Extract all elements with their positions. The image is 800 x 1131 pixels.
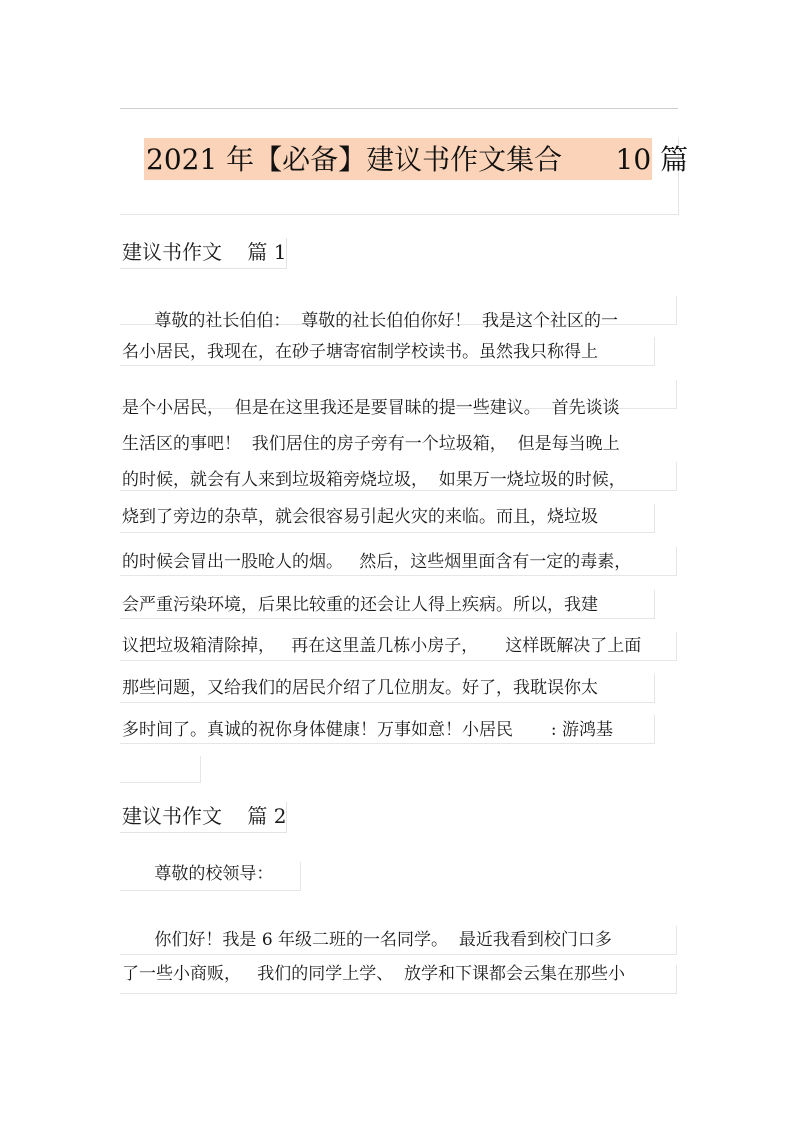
section-heading-1: 建议书作文 篇 1 <box>122 240 287 264</box>
paragraph-line: 了一些小商贩， 我们的同学上学、 放学和下课都会云集在那些小 <box>122 964 626 984</box>
paragraph-line: 那些问题，又给我们的居民介绍了几位朋友。好了，我耽误你太 <box>122 678 598 698</box>
paragraph-line: 烧到了旁边的杂草，就会很容易引起火灾的来临。而且，烧垃圾 <box>122 507 598 527</box>
paragraph-line: 名小居民，我现在，在砂子塘寄宿制学校读书。虽然我只称得上 <box>122 342 598 362</box>
paragraph-line: 尊敬的校领导： <box>122 864 274 884</box>
paragraph-line: 的时候，就会有人来到垃圾箱旁烧垃圾， 如果万一烧垃圾的时候， <box>122 470 626 490</box>
empty-line-frame <box>120 756 201 783</box>
paragraph-line: 你们好！我是 6 年级二班的一名同学。 最近我看到校门口多 <box>122 930 612 950</box>
paragraph-line: 是个小居民， 但是在这里我还是要冒昧的提一些建议。 首先谈谈 <box>122 398 620 418</box>
paragraph-line: 的时候会冒出一股呛人的烟。 然后，这些烟里面含有一定的毒素， <box>122 552 632 572</box>
paragraph-line: 生活区的事吧！ 我们居住的房子旁有一个垃圾箱， 但是每当晚上 <box>122 434 620 454</box>
top-rule <box>120 108 678 109</box>
paragraph-line: 会严重污染环境，后果比较重的还会让人得上疾病。所以，我建 <box>122 595 598 615</box>
section-heading-2: 建议书作文 篇 2 <box>122 804 287 828</box>
paragraph-line: 议把垃圾箱清除掉， 再在这里盖几栋小房子， 这样既解决了上面 <box>122 636 642 656</box>
paragraph-line: 多时间了。真诚的祝你身体健康！万事如意！小居民 : 游鸿基 <box>122 720 613 740</box>
document-title: 2021 年【必备】建议书作文集合 10 篇 <box>146 143 689 176</box>
paragraph-line: 尊敬的社长伯伯： 尊敬的社长伯伯你好！ 我是这个社区的一 <box>122 311 619 331</box>
